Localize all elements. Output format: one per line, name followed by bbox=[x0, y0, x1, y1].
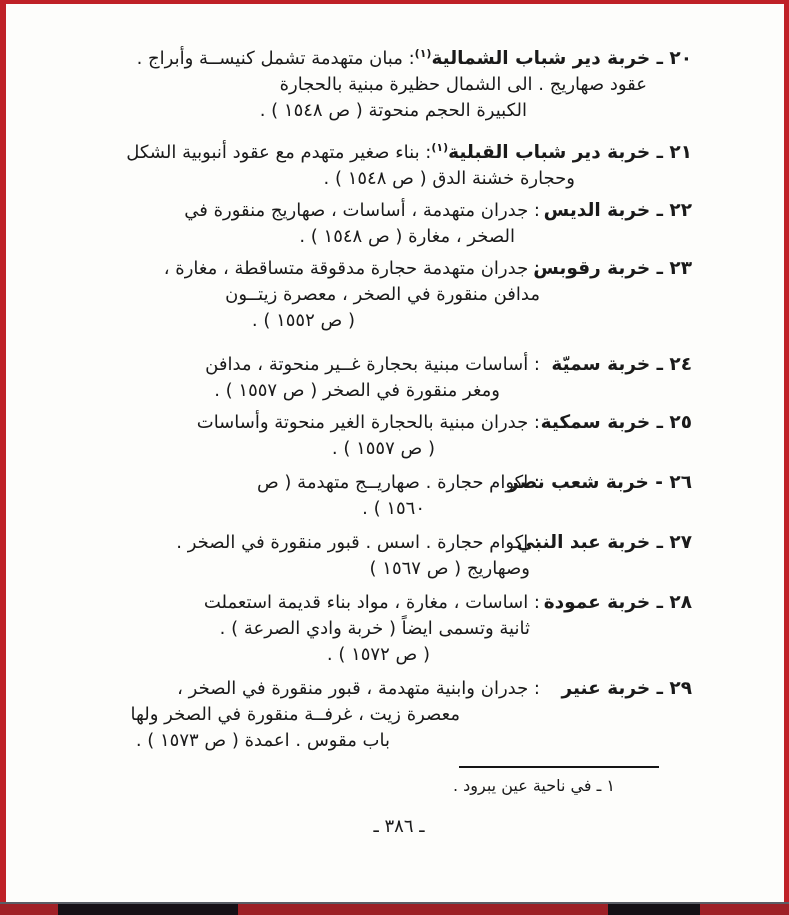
entry-25-desc-line-1: : جدران مبنية بالحجارة الغير منحوتة وأساسات bbox=[196, 412, 540, 433]
entry-21-line-2: وحجارة خشنة الدق ( ص ١٥٤٨ ) . bbox=[323, 168, 575, 189]
entry-28-desc-line-2: ثانية وتسمى ايضاً ( خربة وادي الصرعة ) . bbox=[219, 618, 530, 639]
entry-24-desc-line-2: ومغر منقورة في الصخر ( ص ١٥٥٧ ) . bbox=[214, 380, 500, 401]
entry-29-desc-line-1: : جدران وابنية متهدمة ، قبور منقورة في الصخر ، bbox=[177, 678, 540, 699]
entry-23-desc-line-2: مدافن منقورة في الصخر ، معصرة زيتــون bbox=[225, 284, 540, 305]
entry-29 bbox=[106, 676, 692, 754]
entry-24-title: ٢٤ ـ خربة سميّة bbox=[551, 354, 692, 375]
entry-22-desc bbox=[106, 198, 540, 250]
entry-28-title: ٢٨ ـ خربة عمودة bbox=[543, 592, 692, 613]
entry-27-desc-line-1: : اكوام حجارة . اسس . قبور منقورة في الصخر . bbox=[176, 532, 540, 553]
entry-24-desc-line-1: : أساسات مبنية بحجارة غــير منحوتة ، مدافن bbox=[205, 354, 540, 375]
entry-22-title: ٢٢ ـ خربة الديس bbox=[543, 200, 692, 221]
entry-26 bbox=[106, 470, 692, 522]
entry-23-desc-line-1: : جدران متهدمة حجارة مدقوقة متساقطة ، مغارة ، bbox=[163, 258, 540, 279]
page-border-right bbox=[784, 0, 789, 915]
entry-28-desc-line-1: : اساسات ، مغارة ، مواد بناء قديمة استعملت bbox=[203, 592, 540, 613]
entry-29-title: ٢٩ ـ خربة عنير bbox=[561, 678, 692, 699]
entry-22-desc-line-2: الصخر ، مغارة ( ص ١٥٤٨ ) . bbox=[299, 226, 515, 247]
entry-20-line-2: عقود صهاريج . الى الشمال حظيرة مبنية بالحجارة bbox=[279, 74, 647, 95]
entry-20 bbox=[106, 46, 692, 124]
entry-23-desc-line-3: ( ص ١٥٥٢ ) . bbox=[251, 310, 355, 331]
entry-27-desc-line-2: وصهاريج ( ص ١٥٦٧ ) bbox=[369, 558, 530, 579]
entry-29-desc-line-3: باب مقوس . اعمدة ( ص ١٥٧٣ ) . bbox=[135, 730, 390, 751]
entry-22 bbox=[106, 198, 692, 250]
entry-25-title: ٢٥ ـ خربة سمكية bbox=[540, 412, 692, 433]
entry-29-desc bbox=[106, 676, 540, 754]
entry-24-desc bbox=[106, 352, 540, 404]
entry-26-desc-line-1: : اكوام حجارة . صهاريــج متهدمة ( ص bbox=[256, 472, 540, 493]
entry-28-desc bbox=[106, 590, 540, 668]
entry-21-title: ٢١ ـ خربة دير شباب القبلية bbox=[448, 142, 692, 163]
entry-24 bbox=[106, 352, 692, 404]
entry-26-desc bbox=[106, 470, 540, 522]
entry-20-title: ٢٠ ـ خربة دير شباب الشمالية bbox=[431, 48, 692, 69]
page-border-left bbox=[0, 0, 6, 915]
entry-27 bbox=[106, 530, 692, 582]
entry-21 bbox=[106, 140, 692, 192]
entry-20-line-3: الكبيرة الحجم منحوتة ( ص ١٥٤٨ ) . bbox=[259, 100, 527, 121]
entry-28 bbox=[106, 590, 692, 668]
entry-26-desc-line-2: ١٥٦٠ ) . bbox=[362, 498, 425, 519]
entry-23-desc bbox=[106, 256, 540, 334]
entry-20-line-1 bbox=[106, 46, 692, 72]
page-number: ـ ٣٨٦ ـ bbox=[373, 816, 425, 837]
entry-27-title: ٢٧ ـ خربة عبد النبي bbox=[516, 532, 692, 553]
entry-21-line-1 bbox=[106, 140, 692, 166]
entry-29-desc-line-2: معصرة زيت ، غرفــة منقورة في الصخر ولها bbox=[130, 704, 460, 725]
entry-22-desc-line-1: : جدران متهدمة ، أساسات ، صهاريج منقورة في bbox=[184, 200, 540, 221]
entry-20-desc: : مبان متهدمة تشمل كنيســة وأبراج . bbox=[136, 48, 415, 69]
page-border-top bbox=[0, 0, 789, 4]
entry-21-desc: : بناء صغير متهدم مع عقود أنبوبية الشكل bbox=[126, 142, 432, 163]
footnote-text: ١ ـ في ناحية عين يبرود . bbox=[452, 776, 615, 795]
page-border-bottom bbox=[0, 902, 789, 915]
entry-23-title: ٢٣ ـ خربة رقوبس bbox=[533, 258, 692, 279]
entry-26-title: ٢٦ - خربة شعب نصر bbox=[508, 472, 692, 493]
footnote-ref-mark: (١) bbox=[414, 47, 432, 60]
entry-25-desc-line-2: ( ص ١٥٥٧ ) . bbox=[331, 438, 435, 459]
entry-27-desc bbox=[106, 530, 540, 582]
page-content bbox=[6, 0, 784, 902]
entry-25-desc bbox=[106, 410, 540, 462]
footnote-ref-mark: (١) bbox=[431, 141, 449, 154]
entry-28-desc-line-3: ( ص ١٥٧٢ ) . bbox=[326, 644, 430, 665]
entry-25 bbox=[106, 410, 692, 462]
entry-23 bbox=[106, 256, 692, 334]
footnote-separator-rule bbox=[459, 766, 659, 768]
